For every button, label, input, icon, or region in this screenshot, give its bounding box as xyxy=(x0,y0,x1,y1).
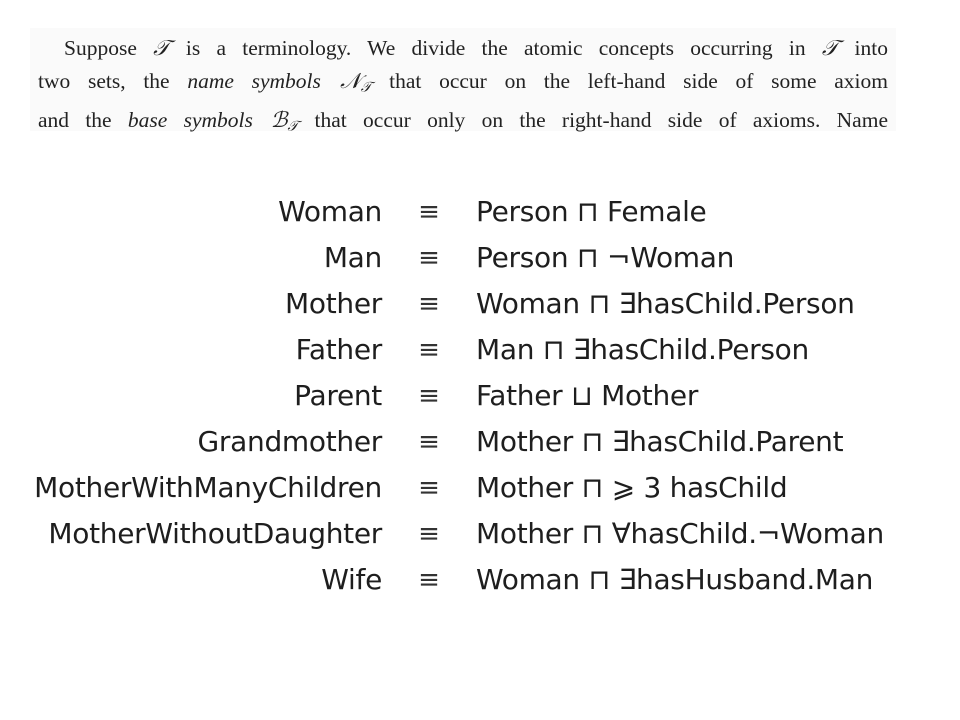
text-span: Suppose xyxy=(64,36,154,60)
subscript-symbol: 𝒯 xyxy=(287,118,299,135)
axiom-lhs: Grandmother xyxy=(197,425,382,458)
name-symbols-set: 𝒩 xyxy=(320,69,361,94)
equivalence-symbol: ≡ xyxy=(418,243,440,273)
axiom-row xyxy=(0,287,960,333)
axiom-rhs: Woman ⊓ ∃hasHusband.Man xyxy=(476,563,874,596)
equivalence-symbol: ≡ xyxy=(418,473,440,503)
axiom-lhs: Father xyxy=(295,333,382,366)
subscript-symbol: 𝒯 xyxy=(360,79,372,96)
text-span: into xyxy=(838,36,889,60)
axiom-lhs: MotherWithoutDaughter xyxy=(48,517,382,550)
equivalence-symbol: ≡ xyxy=(418,335,440,365)
axiom-rhs: Person ⊓ Female xyxy=(476,195,707,228)
terminology-symbol: 𝒯 xyxy=(153,36,170,61)
text-span: that occur on the left-hand side of some axiom xyxy=(371,69,888,93)
equivalence-symbol: ≡ xyxy=(418,427,440,457)
equivalence-symbol: ≡ xyxy=(418,381,440,411)
axiom-rhs: Man ⊓ ∃hasChild.Person xyxy=(476,333,809,366)
axiom-lhs: Mother xyxy=(285,287,382,320)
axiom-rhs: Mother ⊓ ∀hasChild.¬Woman xyxy=(476,517,884,550)
base-symbols-term: base symbols xyxy=(127,108,253,133)
axiom-lhs: Wife xyxy=(321,563,382,596)
terminology-symbol: 𝒯 xyxy=(821,36,839,61)
axiom-rhs: Father ⊔ Mother xyxy=(476,379,699,412)
intro-paragraph xyxy=(30,28,896,135)
text-span: and the xyxy=(38,108,128,133)
axiom-row xyxy=(0,379,960,425)
axiom-rhs: Person ⊓ ¬Woman xyxy=(476,241,735,274)
axiom-row xyxy=(0,333,960,379)
axiom-lhs: Man xyxy=(323,241,382,274)
axiom-row xyxy=(0,563,960,609)
axiom-lhs: Parent xyxy=(294,379,382,412)
name-symbols-term: name symbols xyxy=(187,69,321,93)
paragraph-line-2 xyxy=(38,65,888,104)
paragraph-line-3 xyxy=(38,104,888,143)
axiom-row xyxy=(0,425,960,471)
axiom-row xyxy=(0,195,960,241)
axiom-row xyxy=(0,241,960,287)
paragraph-line-1 xyxy=(38,32,888,65)
equivalence-symbol: ≡ xyxy=(418,289,440,319)
axiom-row xyxy=(0,471,960,517)
text-span: two sets, the xyxy=(38,69,188,93)
equivalence-symbol: ≡ xyxy=(418,197,440,227)
axiom-lhs: MotherWithManyChildren xyxy=(34,471,382,504)
axiom-rhs: Mother ⊓ ∃hasChild.Parent xyxy=(476,425,844,458)
axiom-rhs: Woman ⊓ ∃hasChild.Person xyxy=(476,287,855,320)
axiom-lhs: Woman xyxy=(278,195,382,228)
base-symbols-set: ℬ xyxy=(252,108,288,134)
equivalence-symbol: ≡ xyxy=(418,519,440,549)
axiom-row xyxy=(0,517,960,563)
axiom-rhs: Mother ⊓ ⩾ 3 hasChild xyxy=(476,471,788,504)
text-span: that occur only on the right-hand side of axioms. Name xyxy=(298,108,888,133)
text-span: is a terminology. We divide the atomic concepts occurring in xyxy=(169,36,822,60)
equivalence-symbol: ≡ xyxy=(418,565,440,595)
axiom-list xyxy=(0,195,960,609)
